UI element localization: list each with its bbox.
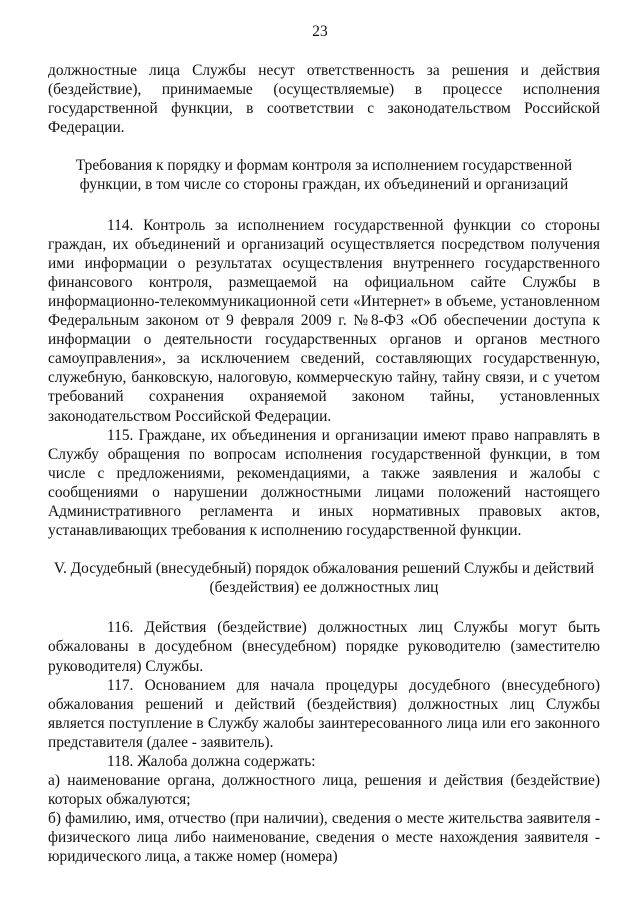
paragraph-118: 118. Жалоба должна содержать: xyxy=(107,753,316,770)
document-body xyxy=(48,61,600,867)
section-heading-control: Требования к порядку и формам контроля за исполнением государственной функции, в том числе со стороны граждан, их объединений и организаций xyxy=(75,157,573,194)
paragraph-117: 117. Основанием для начала процедуры досудебного (внесудебного) обжалования решений и действий (бездействия) должностных лиц Службы является поступление в Службу жалобы заинтересованного лица или его законного представителя (далее - заявитель). xyxy=(48,676,600,751)
paragraph-115: 115. Граждане, их объединения и организации имеют право направлять в Службу обращения по вопросам исполнения государственной функции, в том числе с предложениями, рекомендациями, а также заявления и жалобы с сообщениями о нарушении должностными лицами положений настоящего Административного регламента и иных нормативных правовых актов, устанавливающих требования к исполнению государственной функции. xyxy=(48,426,600,540)
section-heading-appeal: V. Досудебный (внесудебный) порядок обжалования решений Службы и действий (бездействия) ее должностных лиц xyxy=(53,560,595,597)
paragraph-118-b: б) фамилию, имя, отчество (при наличии), сведения о месте жительства заявителя - физического лица либо наименование, сведения о месте нахождения заявителя - юридического лица, а также номер (номера) xyxy=(48,810,600,866)
paragraph-intro: должностные лица Службы несут ответственность за решения и действия (бездействие), принимаемые (осуществляемые) в процессе исполнения государственной функции, в соответствии с законодательством Российской Федерации. xyxy=(48,62,600,137)
paragraph-118-a: а) наименование органа, должностного лица, решения и действия (бездействие) которых обжалуются; xyxy=(48,772,600,809)
paragraph-116: 116. Действия (бездействие) должностных лиц Службы могут быть обжалованы в досудебном (внесудебном) порядке руководителю (заместителю руководителя) Службы. xyxy=(48,619,600,675)
paragraph-114: 114. Контроль за исполнением государственной функции со стороны граждан, их объединений и организаций осуществляется посредством получения ими информации о результатах осуществления внутреннего государственного финансового контроля, размещаемой на официальном сайте Службы в информационно-телекоммуникационной сети «Интернет» в объеме, установленном Федеральным законом от 9 февраля 2009 г. №8-ФЗ «Об обеспечении доступа к информации о деятельности государственных органов и органов местного самоуправления», за исключением сведений, составляющих государственную, служебную, банковскую, налоговую, коммерческую тайну, тайну связи, и с учетом требований сохранения охраняемой законом тайны, установленных законодательством Российской Федерации. xyxy=(48,216,600,425)
page-number: 23 xyxy=(312,23,328,40)
